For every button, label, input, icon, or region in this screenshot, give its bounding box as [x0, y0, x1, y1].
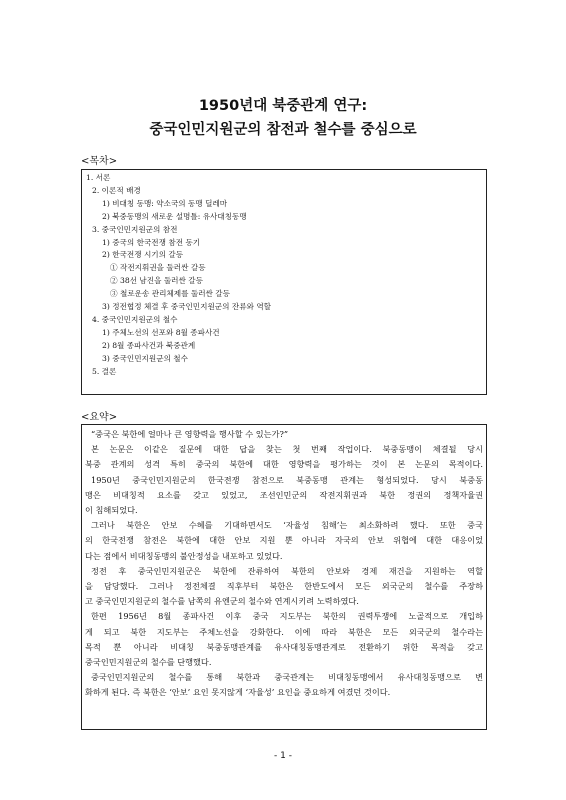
abstract-line: “중국은 북한에 얼마나 큰 영향력을 행사할 수 있는가?”: [91, 429, 289, 439]
toc-item: 2. 이론적 배경: [92, 185, 141, 195]
toc-item: 1. 서론: [86, 173, 111, 182]
toc-item: 3) 정전협정 체결 후 중국인민지원군의 잔류와 역할: [102, 302, 271, 312]
abstract-line: 1950년 중국인민지원군의 한국전쟁 참전으로 북중동맹 관계는 형성되었다. 당시 북중동: [91, 474, 483, 485]
toc-item: 1) 주체노선의 선포와 8월 종파사건: [102, 327, 220, 337]
abstract-line: 이 침해되었다.: [85, 505, 138, 516]
toc-item: 5. 결론: [92, 366, 117, 376]
toc-item: 1) 비대칭 동맹: 약소국의 동맹 딜레마: [102, 198, 228, 208]
abstract-line: 중국인민지원군의 철수를 통해 북한과 중국관계는 비대칭동맹에서 유사대칭동맹으로 변: [91, 672, 483, 683]
abstract-line: 목적 뿐 아니라 비대칭 북중동맹관계를 유사대칭동맹관계로 전환하기 위한 목적을 갖고: [85, 641, 483, 652]
abstract-line: 을 담당했다. 그러나 정전체결 직후부터 북한은 한반도에서 모든 외국군의 철수를 주장하: [85, 581, 483, 592]
paper-title-line2: 중국인민지원군의 참전과 철수를 중심으로: [149, 122, 417, 138]
toc-item: 2) 북중동맹의 새로운 설명틀: 유사대칭동맹: [102, 211, 247, 221]
abstract-line: 고 중국인민지원군의 철수를 남쪽의 유엔군의 철수와 연계시키려 노력하였다.: [85, 596, 359, 607]
abstract-line: 본 논문은 이같은 질문에 대한 답을 찾는 첫 번째 작업이다. 북중동맹이 체결될 당시: [91, 444, 483, 455]
abstract-line: 북중 관계의 성격 특히 중국의 북한에 대한 영향력을 평가하는 것이 본 논문의 목적이다.: [85, 459, 483, 470]
toc-item: ③ 철로운송 관리체제를 둘러싼 갈등: [110, 289, 230, 299]
abstract-line: 의 한국전쟁 참전은 북한에 대한 안보 지원 뿐 아니라 자국의 안보 위협에 대한 대응이었: [85, 535, 483, 546]
toc-item: 3. 중국인민지원군의 참전: [92, 224, 178, 234]
toc-item: 1) 중국의 한국전쟁 참전 동기: [102, 237, 201, 247]
abstract-line: 화하게 된다. 즉 북한은 ‘안보’ 요인 못지않게 ‘자율성’ 요인을 중요하게 여겼던 것이다.: [85, 687, 391, 698]
toc-item: 4. 중국인민지원군의 철수: [92, 314, 178, 324]
toc-item: ② 38선 남진을 둘러싼 갈등: [110, 276, 203, 286]
page-number: - 1 -: [274, 751, 292, 761]
toc-item: ① 작전지휘권을 둘러싼 갈등: [110, 263, 206, 273]
toc-heading: <목차>: [81, 156, 118, 167]
abstract-line: 다는 점에서 비대칭동맹의 불안정성을 내포하고 있었다.: [85, 550, 283, 561]
toc-item: 2) 한국전쟁 시기의 갈등: [102, 250, 184, 260]
abstract-line: 중국인민지원군의 철수를 단행했다.: [85, 657, 212, 668]
abstract-heading: <요약>: [81, 412, 118, 423]
abstract-box: [81, 424, 487, 730]
table-of-contents: [81, 169, 487, 395]
abstract-line: 맹은 비대칭적 요소를 갖고 있었고, 조선인민군의 작전지휘권과 북한 정권의 정책자율권: [85, 489, 483, 500]
abstract-line: 정전 후 중국인민지원군은 북한에 잔류하여 북한의 안보와 경제 재건을 지원하는 역할: [91, 565, 483, 576]
paper-title-line1: 1950년대 북중관계 연구:: [198, 98, 368, 114]
abstract-line: 그러나 북한은 안보 수혜를 기대하면서도 ‘자율성 침해’는 최소화하려 했다. 또한 중국: [91, 520, 483, 531]
abstract-line: 한편 1956년 8월 종파사건 이후 중국 지도부는 북한의 권력투쟁에 노골적으로 개입하: [91, 611, 483, 622]
abstract-line: 게 되고 북한 지도부는 주체노선을 강화한다. 이에 따라 북한은 모든 외국군의 철수라는: [85, 626, 483, 637]
toc-item: 2) 8월 종파사건과 북중관계: [102, 340, 196, 350]
toc-item: 3) 중국인민지원군의 철수: [102, 353, 188, 363]
